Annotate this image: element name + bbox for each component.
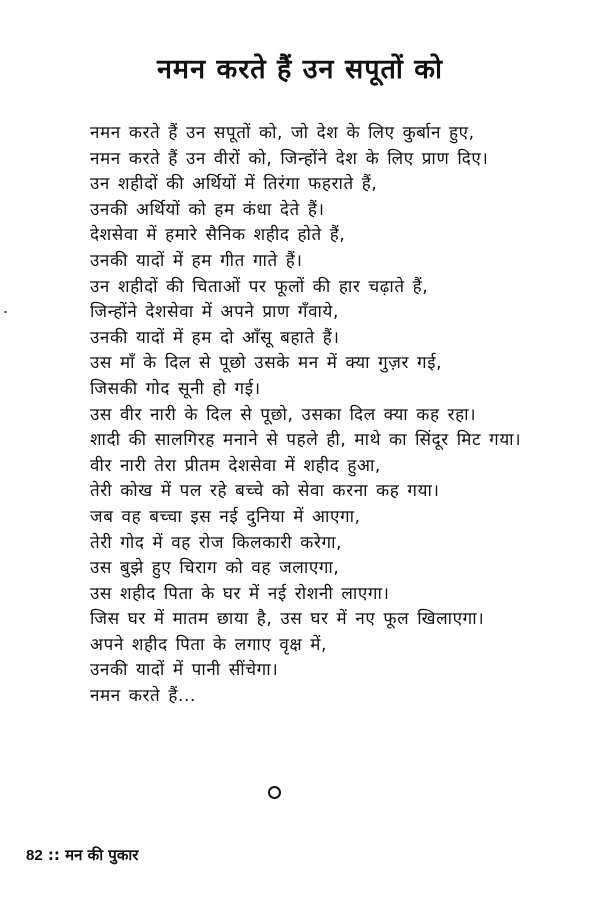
- poem-line: जिसकी गोद सूनी हो गई।: [90, 378, 261, 399]
- poem-line: उनकी यादों में हम दो आँसू बहाते हैं।: [90, 327, 340, 348]
- poem-line: तेरी कोख में पल रहे बच्चे को सेवा करना कह गया।: [90, 481, 440, 502]
- poem-line: अपने शहीद पिता के लगाए वृक्ष में,: [90, 634, 328, 655]
- page-title: नमन करते हैं उन सपूतों को: [156, 54, 444, 86]
- poem-line: जब वह बच्चा इस नई दुनिया में आएगा,: [90, 506, 361, 527]
- poem-line: उस माँ के दिल से पूछो उसके मन में क्या गुज़र गई,: [90, 353, 443, 374]
- poem-line: जिस घर में मातम छाया है, उस घर में नए फूल खिलाएगा।: [90, 609, 485, 630]
- poem-line: उनकी यादों में हम गीत गाते हैं।: [90, 250, 303, 271]
- poem-line: नमन करते हैं उन वीरों को, जिन्होंने देश के लिए प्राण दिए।: [90, 148, 489, 169]
- poem-line: उनकी यादों में पानी सींचेगा।: [90, 660, 279, 681]
- poem-line: उस बुझे हुए चिराग को वह जलाएगा,: [90, 558, 340, 579]
- poem-line: उनकी अर्थियों को हम कंधा देते हैं।: [90, 199, 325, 220]
- poem-line: उन शहीदों की चिताओं पर फूलों की हार चढ़ाते हैं,: [90, 276, 429, 297]
- page-number: 82: [26, 847, 43, 864]
- circle-ornament-icon: [268, 786, 281, 799]
- poem-body: [90, 121, 590, 710]
- poem-line: देशसेवा में हमारे सैनिक शहीद होते हैं,: [90, 225, 346, 246]
- poem-line: उस शहीद पिता के घर में नई रोशनी लाएगा।: [90, 583, 390, 604]
- poem-line: तेरी गोद में वह रोज किलकारी करेगा,: [90, 532, 343, 553]
- poem-line: नमन करते हैं...: [90, 686, 196, 707]
- poem-line: वीर नारी तेरा प्रीतम देशसेवा में शहीद हुआ,: [90, 455, 381, 476]
- poem-line: उन शहीदों की अर्थियों में तिरंगा फहराते हैं,: [90, 174, 378, 195]
- poem-line: जिन्होंने देशसेवा में अपने प्राण गँवाये,: [90, 302, 340, 323]
- scan-mark: [4, 311, 7, 313]
- poem-line: शादी की सालगिरह मनाने से पहले ही, माथे का सिंदूर मिट गया।: [90, 430, 522, 451]
- poem-line: उस वीर नारी के दिल से पूछो, उसका दिल क्या कह रहा।: [90, 404, 477, 425]
- page-footer: [26, 845, 138, 866]
- book-title: मन की पुकार: [65, 846, 139, 864]
- footer-separator: ::: [47, 846, 60, 864]
- poem-line: नमन करते हैं उन सपूतों को, जो देश के लिए कुर्बान हुए,: [90, 123, 475, 143]
